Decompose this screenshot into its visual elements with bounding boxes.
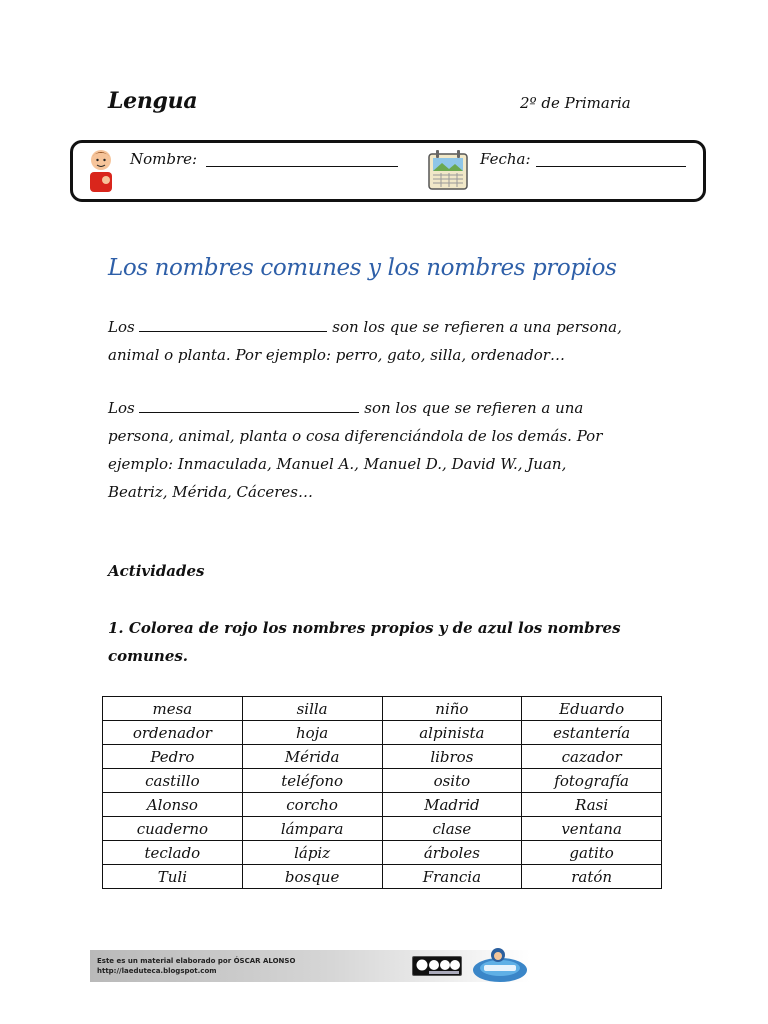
eduteca-logo bbox=[470, 946, 528, 984]
name-label: Nombre: bbox=[130, 150, 198, 168]
word-cell[interactable]: alpinista bbox=[382, 721, 522, 745]
word-cell[interactable]: árboles bbox=[382, 841, 522, 865]
paragraph1-prefix: Los bbox=[108, 318, 135, 336]
blank-common[interactable] bbox=[139, 319, 327, 332]
word-cell[interactable]: Francia bbox=[382, 865, 522, 889]
word-cell[interactable]: castillo bbox=[103, 769, 243, 793]
question-1-line1: 1. Colorea de rojo los nombres propios y de azul los nombres bbox=[108, 619, 621, 637]
word-cell[interactable]: gatito bbox=[522, 841, 662, 865]
word-cell[interactable]: hoja bbox=[242, 721, 382, 745]
footer-author: Este es un material elaborado por ÓSCAR ALONSO bbox=[97, 957, 296, 965]
paragraph2-suffix: son los que se refieren a una bbox=[364, 399, 584, 417]
word-cell[interactable]: lápiz bbox=[242, 841, 382, 865]
paragraph2-prefix: Los bbox=[108, 399, 135, 417]
activities-heading: Actividades bbox=[108, 562, 205, 580]
table-row bbox=[103, 721, 662, 745]
word-cell[interactable]: cazador bbox=[522, 745, 662, 769]
question-1 bbox=[108, 614, 668, 670]
word-cell[interactable]: lámpara bbox=[242, 817, 382, 841]
footer-link[interactable]: http://laeduteca.blogspot.com bbox=[97, 967, 217, 975]
paragraph2-line4: Beatriz, Mérida, Cáceres… bbox=[108, 483, 314, 501]
paragraph-common-nouns bbox=[108, 313, 668, 369]
word-cell[interactable]: Rasi bbox=[522, 793, 662, 817]
word-cell[interactable]: silla bbox=[242, 697, 382, 721]
table-row bbox=[103, 745, 662, 769]
word-cell[interactable]: Tuli bbox=[103, 865, 243, 889]
grade-label: 2º de Primaria bbox=[520, 94, 631, 112]
footer-credit bbox=[97, 956, 295, 976]
paragraph-proper-nouns bbox=[108, 394, 668, 506]
date-label: Fecha: bbox=[480, 150, 531, 168]
word-cell[interactable]: niño bbox=[382, 697, 522, 721]
word-table bbox=[102, 696, 662, 889]
word-cell[interactable]: Pedro bbox=[103, 745, 243, 769]
word-cell[interactable]: teclado bbox=[103, 841, 243, 865]
blank-proper[interactable] bbox=[139, 400, 359, 413]
table-row bbox=[103, 817, 662, 841]
word-cell[interactable]: mesa bbox=[103, 697, 243, 721]
word-cell[interactable]: osito bbox=[382, 769, 522, 793]
paragraph2-line3: ejemplo: Inmaculada, Manuel A., Manuel D., David W., Juan, bbox=[108, 455, 567, 473]
word-cell[interactable]: estantería bbox=[522, 721, 662, 745]
paragraph1-line2: animal o planta. Por ejemplo: perro, gato, silla, ordenador… bbox=[108, 346, 565, 364]
word-cell[interactable]: ordenador bbox=[103, 721, 243, 745]
word-cell[interactable]: clase bbox=[382, 817, 522, 841]
word-cell[interactable]: Eduardo bbox=[522, 697, 662, 721]
word-cell[interactable]: libros bbox=[382, 745, 522, 769]
table-row bbox=[103, 841, 662, 865]
paragraph2-line2: persona, animal, planta o cosa diferenciándola de los demás. Por bbox=[108, 427, 603, 445]
name-field[interactable] bbox=[206, 166, 398, 167]
word-cell[interactable]: fotografía bbox=[522, 769, 662, 793]
word-cell[interactable]: bosque bbox=[242, 865, 382, 889]
word-cell[interactable]: Mérida bbox=[242, 745, 382, 769]
student-icon bbox=[86, 146, 116, 194]
date-field[interactable] bbox=[536, 166, 686, 167]
table-row bbox=[103, 865, 662, 889]
word-cell[interactable]: cuaderno bbox=[103, 817, 243, 841]
word-cell[interactable]: Alonso bbox=[103, 793, 243, 817]
word-cell[interactable]: ventana bbox=[522, 817, 662, 841]
word-cell[interactable]: ratón bbox=[522, 865, 662, 889]
table-row bbox=[103, 793, 662, 817]
cc-license-icon[interactable] bbox=[412, 956, 462, 976]
worksheet-title: Los nombres comunes y los nombres propios bbox=[108, 255, 617, 281]
word-cell[interactable]: teléfono bbox=[242, 769, 382, 793]
word-cell[interactable]: corcho bbox=[242, 793, 382, 817]
paragraph1-suffix: son los que se refieren a una persona, bbox=[332, 318, 622, 336]
question-1-line2: comunes. bbox=[108, 647, 189, 665]
word-cell[interactable]: Madrid bbox=[382, 793, 522, 817]
table-row bbox=[103, 697, 662, 721]
calendar-icon bbox=[426, 148, 470, 192]
table-row bbox=[103, 769, 662, 793]
subject-title: Lengua bbox=[108, 88, 198, 114]
